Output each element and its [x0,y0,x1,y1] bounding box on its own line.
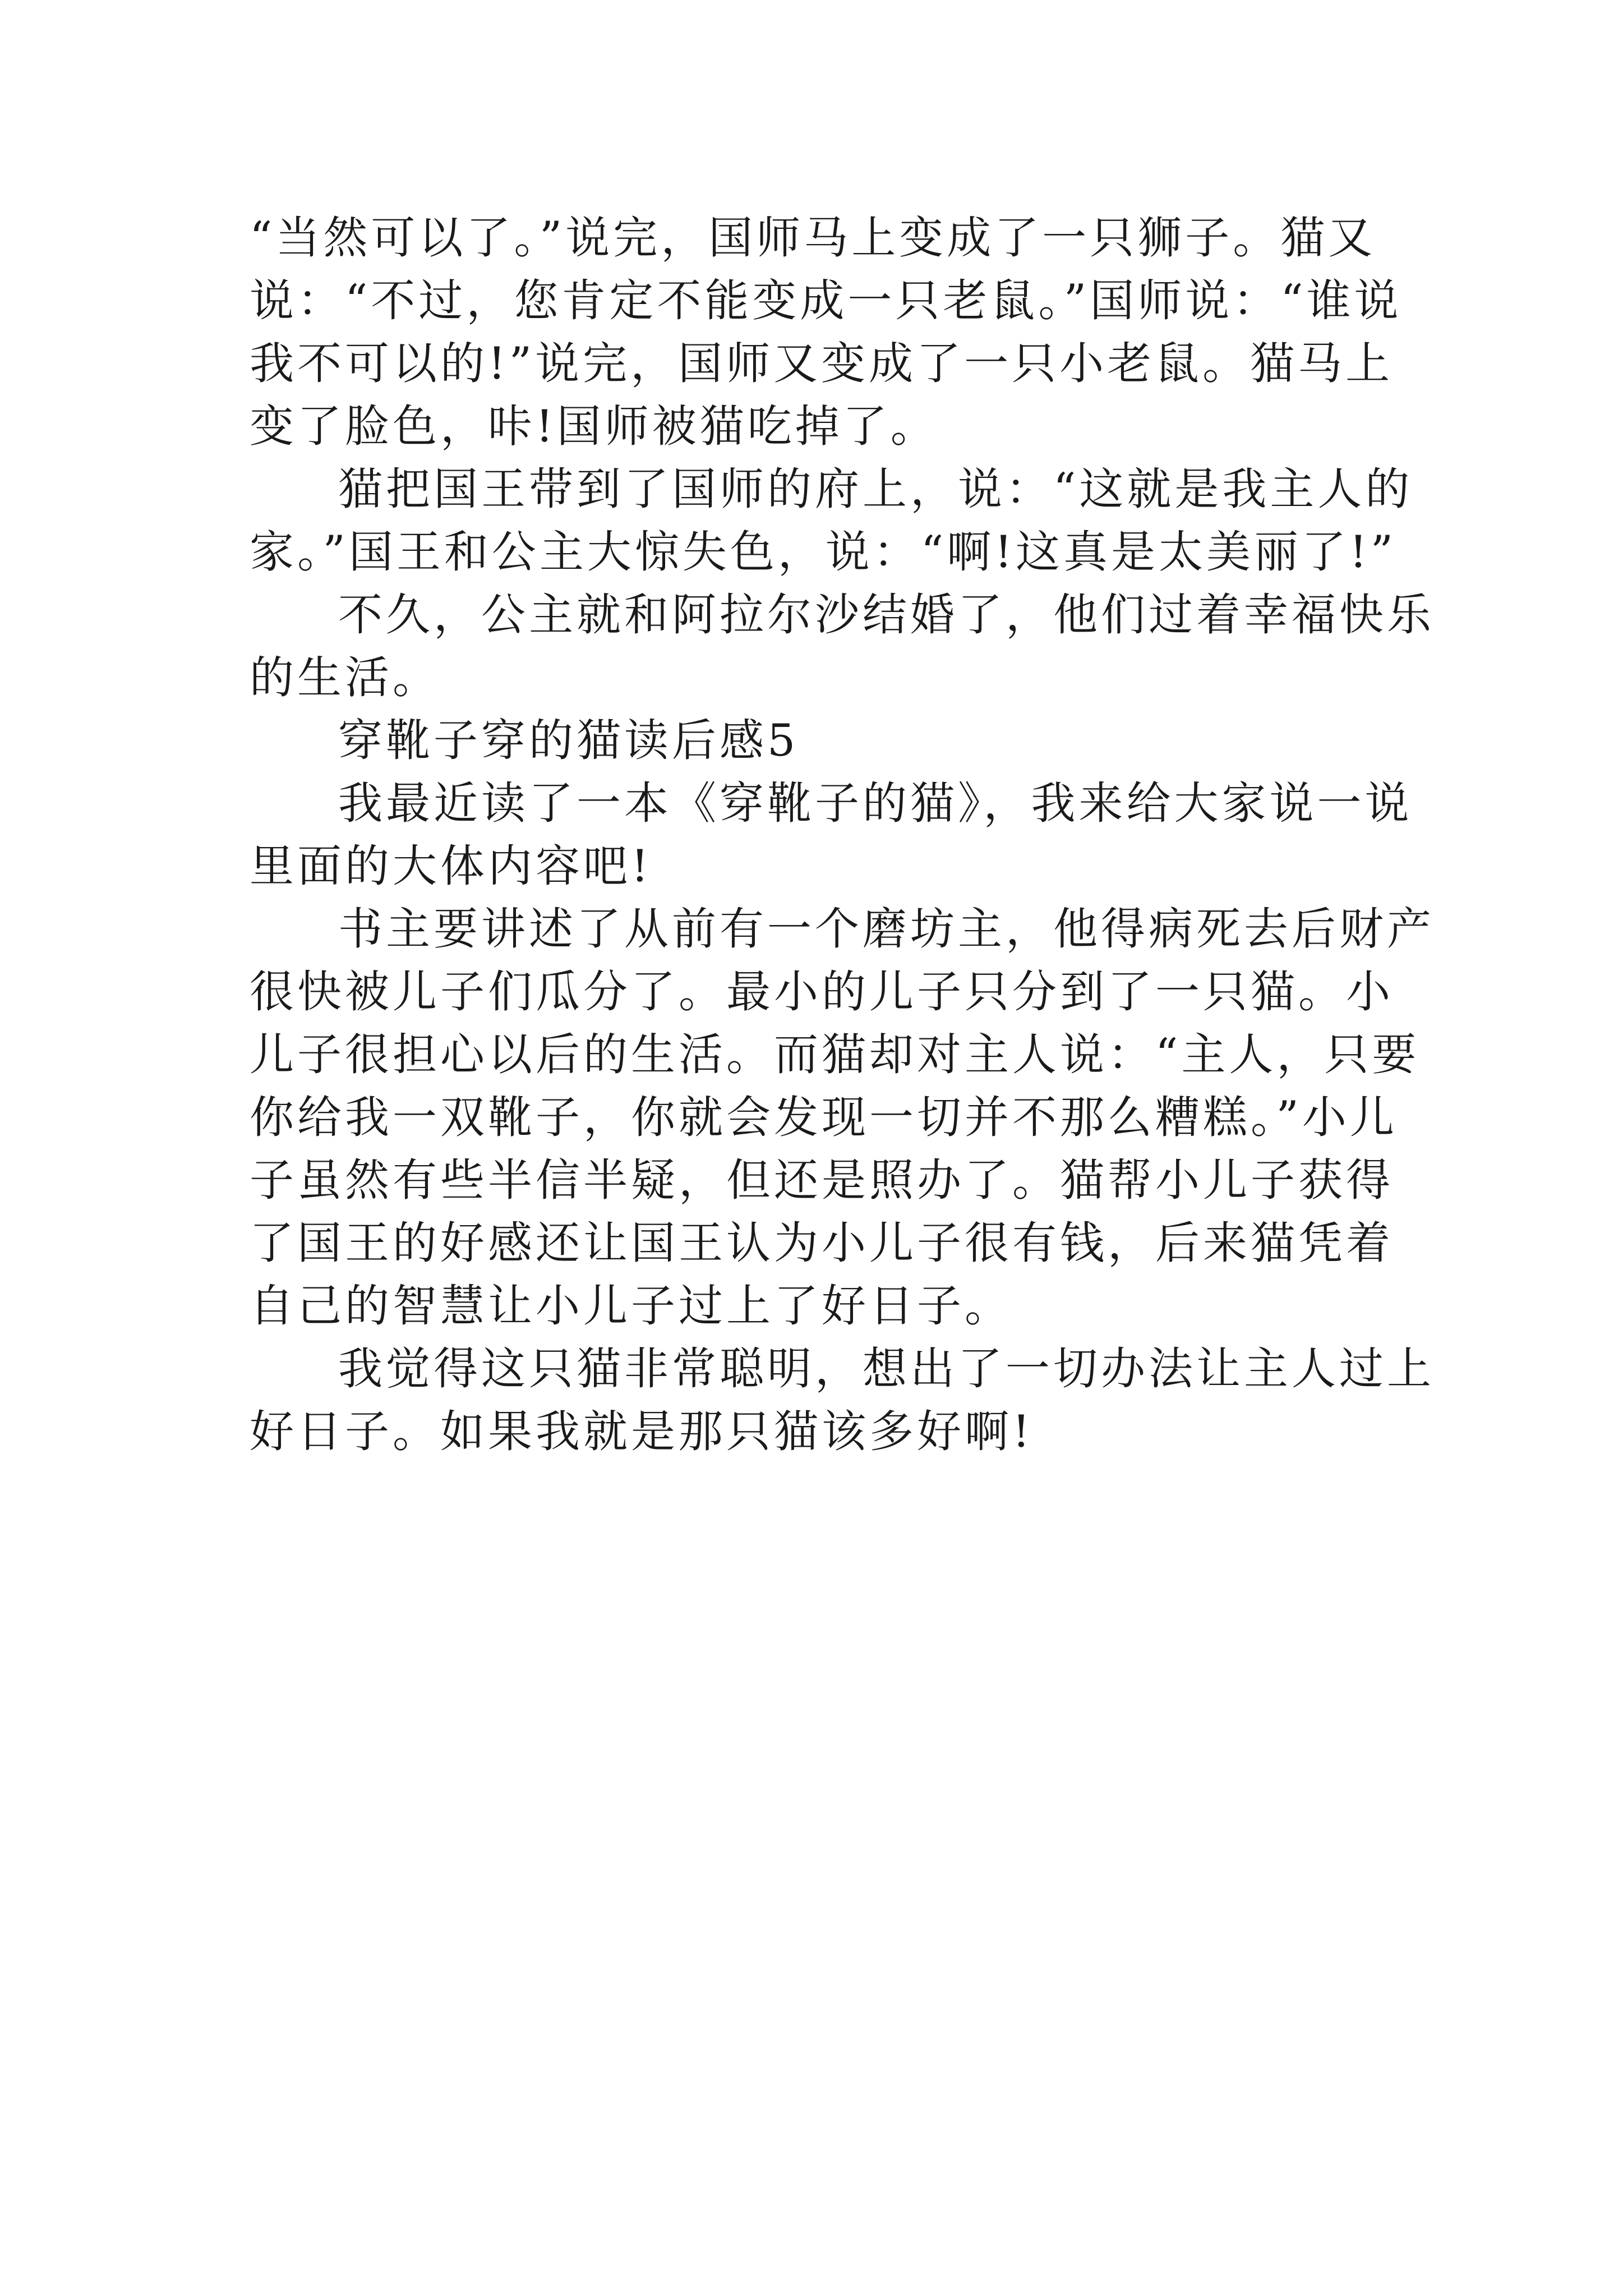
paragraph: 书主要讲述了从前有一个磨坊主，他得病死去后财产很快被儿子们瓜分了。最小的儿子只分到了一只猫。小儿子很担心以后的生活。而猫却对主人说：“主人，只要你给我一双靴子，你就会发现一切并不那么糟糕。”小儿子虽然有些半信半疑，但还是照办了。猫帮小儿子获得了国王的好感还让国王认为小儿子很有钱，后来猫凭着自己的智慧让小儿子过上了好日子。 [250,903,1435,1332]
document-body [250,206,1438,1463]
paragraph: 我最近读了一本《穿靴子的猫》，我来给大家说一说里面的大体内容吧! [250,777,1413,892]
paragraph-continued: “当然可以了。”说完，国师马上变成了一只狮子。猫又说：“不过，您肯定不能变成一只老鼠。”国师说：“谁说我不可以的!”说完，国师又变成了一只小老鼠。猫马上变了脸色，咔!国师被猫吃掉了。 [250,212,1402,452]
paragraph: 猫把国王带到了国师的府上，说：“这就是我主人的家。”国王和公主大惊失色，说：“啊!这真是太美丽了!” [250,463,1413,578]
paragraph: 不久，公主就和阿拉尔沙结婚了，他们过着幸福快乐的生活。 [250,589,1435,703]
section-title: 穿靴子穿的猫读后感5 [338,715,799,766]
paragraph: 我觉得这只猫非常聪明，想出了一切办法让主人过上好日子。如果我就是那只猫该多好啊! [250,1343,1435,1457]
